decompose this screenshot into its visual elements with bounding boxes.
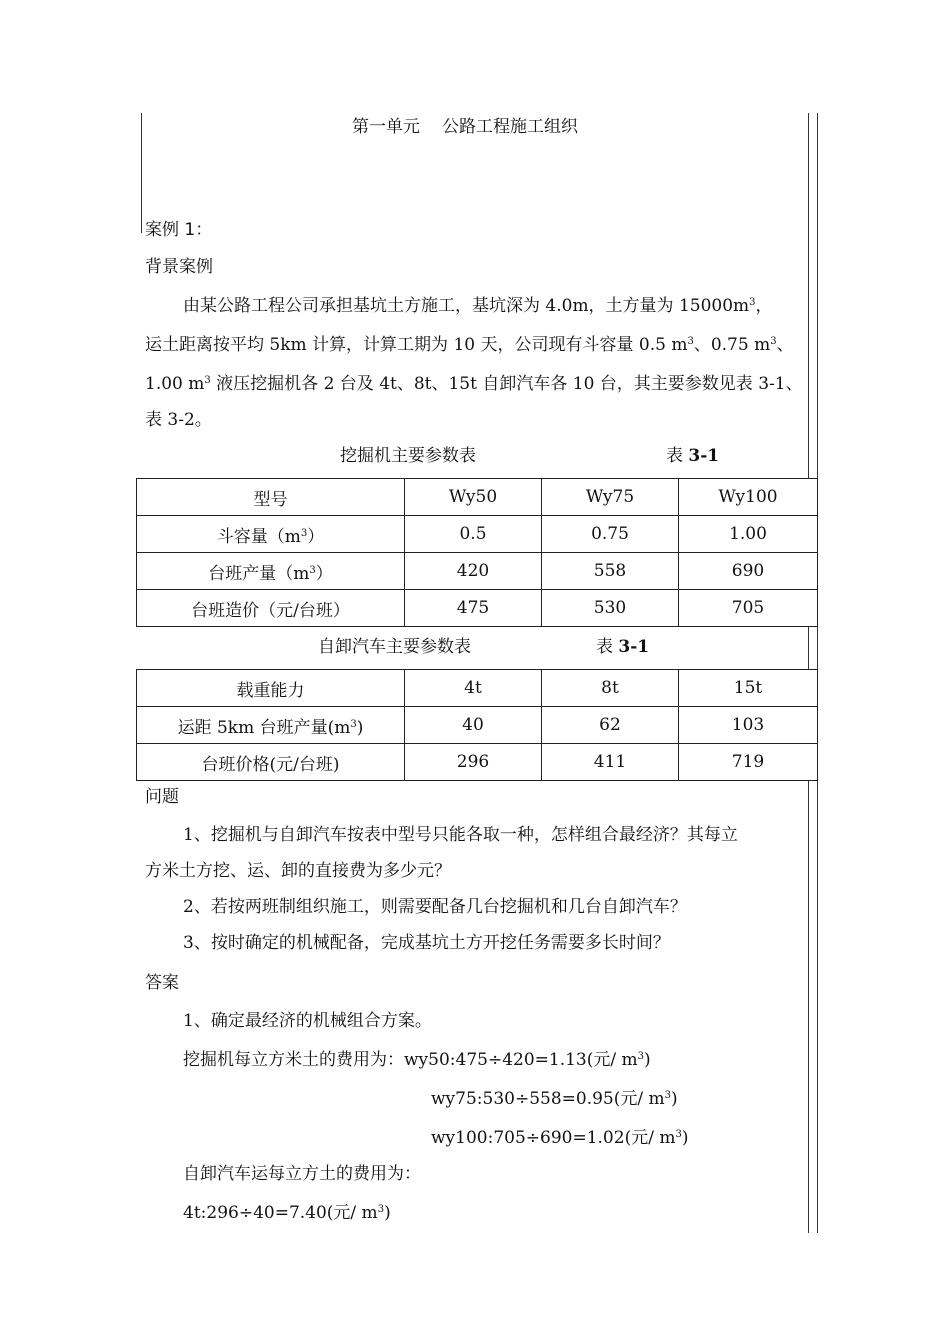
questions-list <box>145 817 807 961</box>
table-cell: Wy50 <box>405 479 542 516</box>
excavator-cost-wy100: wy100:705÷690=1.02(元/ $m^3$) <box>431 1128 689 1148</box>
table-cell: 719 <box>679 744 818 781</box>
truck-table <box>136 669 818 781</box>
frame-line-left <box>141 113 142 233</box>
table-row <box>137 744 818 781</box>
table-row <box>137 479 818 516</box>
background-line: 1.00 $m^3$ 液压挖掘机各 2 台及 4t、8t、15t 自卸汽车各 10 台，其主要参数见表 3-1、 <box>145 374 803 394</box>
table-cell: 斗容量$(m^3)$ <box>137 516 405 553</box>
table-cell: 8t <box>542 670 679 707</box>
table-row <box>137 670 818 707</box>
table-row <box>137 707 818 744</box>
table-cell: 4t <box>405 670 542 707</box>
table-cell: 475 <box>405 590 542 627</box>
excavator-cost-line: 挖掘机每立方米土的费用为：wy50:475÷420=1.13(元/ $m^3$) <box>183 1050 651 1070</box>
table1-number: 表 3-1 <box>666 446 720 466</box>
background-heading: 背景案例 <box>145 257 213 277</box>
table-cell: Wy100 <box>679 479 818 516</box>
table2-number: 表 3-1 <box>596 637 650 657</box>
excavator-cost-wy75: wy75:530÷558=0.95(元/ $m^3$) <box>431 1089 678 1109</box>
truck-cost-4t: 4t:296÷40=7.40(元/ $m^3$) <box>183 1203 391 1223</box>
table-cell: 15t <box>679 670 818 707</box>
table-row <box>137 590 818 627</box>
background-paragraph <box>145 285 807 438</box>
background-line: 表 3-2。 <box>145 410 212 430</box>
table1-caption: 挖掘机主要参数表 <box>340 446 476 466</box>
question-1-line-1: 1、挖掘机与自卸汽车按表中型号只能各取一种，怎样组合最经济？其每立 <box>183 825 738 845</box>
table-cell: 530 <box>542 590 679 627</box>
table-row <box>137 516 818 553</box>
table-cell: 62 <box>542 707 679 744</box>
table-cell: 0.5 <box>405 516 542 553</box>
answers-heading: 答案 <box>145 973 179 993</box>
page-title <box>352 115 578 139</box>
answer-1: 1、确定最经济的机械组合方案。 <box>183 1011 432 1031</box>
table-cell: 台班造价（元/台班） <box>137 590 405 627</box>
title-subject: 公路工程施工组织 <box>442 117 578 137</box>
table-cell: 台班价格(元/台班) <box>137 744 405 781</box>
table-cell: 40 <box>405 707 542 744</box>
question-3: 3、按时确定的机械配备，完成基坑土方开挖任务需要多长时间？ <box>183 933 670 953</box>
table-cell: 690 <box>679 553 818 590</box>
table-cell: 运距 5km 台班产量$(m^3)$ <box>137 707 405 744</box>
table-cell: 296 <box>405 744 542 781</box>
case-label: 案例 1： <box>145 220 213 240</box>
table-cell: 台班产量$(m^3)$ <box>137 553 405 590</box>
table-cell: 1.00 <box>679 516 818 553</box>
question-1-line-2: 方米土方挖、运、卸的直接费为多少元？ <box>145 861 451 881</box>
table-cell: Wy75 <box>542 479 679 516</box>
questions-heading: 问题 <box>145 787 179 807</box>
background-line: 由某公路工程公司承担基坑土方施工，基坑深为 4.0m，土方量为 $15000m^3$， <box>183 296 773 316</box>
table-cell: 420 <box>405 553 542 590</box>
table-row <box>137 553 818 590</box>
table-cell: 705 <box>679 590 818 627</box>
answers-list <box>145 1003 807 1231</box>
table-cell: 载重能力 <box>137 670 405 707</box>
question-2: 2、若按两班制组织施工，则需要配备几台挖掘机和几台自卸汽车？ <box>183 897 687 917</box>
truck-cost-label: 自卸汽车运每立方土的费用为： <box>183 1164 421 1184</box>
table2-caption: 自卸汽车主要参数表 <box>318 637 471 657</box>
excavator-cost-wy50: wy50:475÷420=1.13(元/ $m^3$) <box>404 1050 651 1070</box>
table-cell: 0.75 <box>542 516 679 553</box>
title-unit: 第一单元 <box>352 117 420 137</box>
table-cell: 103 <box>679 707 818 744</box>
table-cell: 型号 <box>137 479 405 516</box>
background-line: 运土距离按平均 5km 计算，计算工期为 10 天，公司现有斗容量 0.5 $m^3$、0.75 $m^3$、 <box>145 335 794 355</box>
table-cell: 558 <box>542 553 679 590</box>
table-cell: 411 <box>542 744 679 781</box>
excavator-table <box>136 478 818 627</box>
